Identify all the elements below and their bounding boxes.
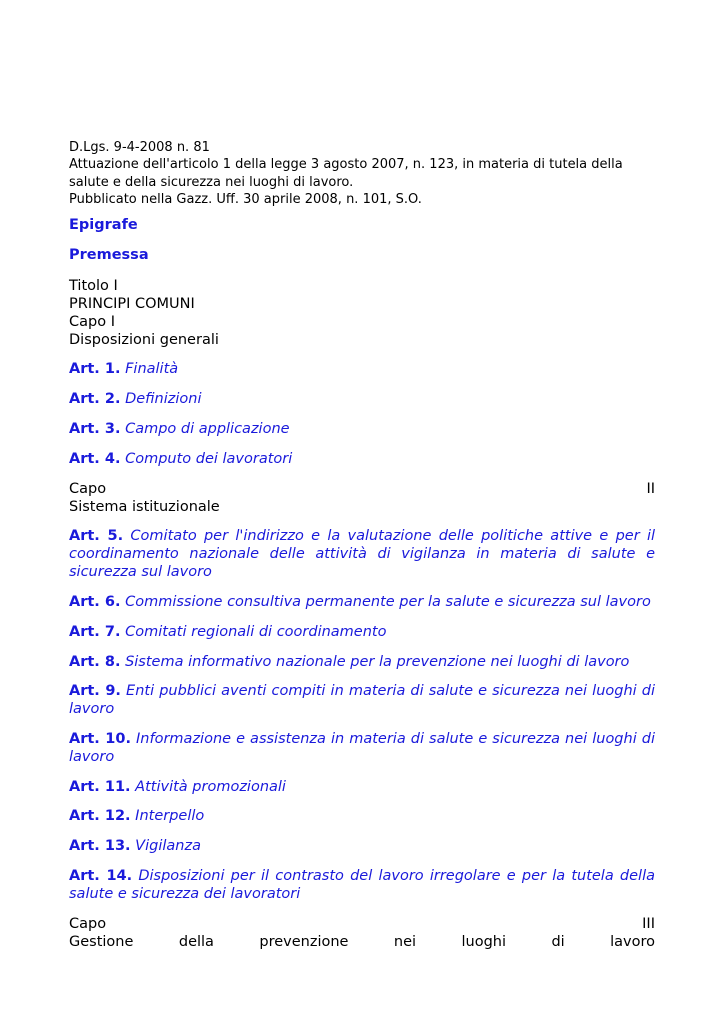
capo-3-name (69, 933, 655, 951)
article-number: Art. 10. (69, 731, 131, 747)
article-title: Commissione consultiva permanente per la salute e sicurezza sul lavoro (125, 594, 651, 610)
article-link[interactable] (69, 837, 655, 855)
article-link[interactable] (69, 390, 655, 408)
article-title: Comitati regionali di coordinamento (125, 624, 387, 640)
article-link[interactable] (69, 778, 655, 796)
article-title: Finalità (125, 361, 179, 377)
premessa-link[interactable]: Premessa (69, 247, 149, 263)
article-number: Art. 3. (69, 421, 121, 437)
capo-3-name-word: nei (393, 934, 417, 950)
capo-3-name-word: prevenzione (259, 934, 349, 950)
article-title: Sistema informativo nazionale per la prevenzione nei luoghi di lavoro (125, 654, 630, 670)
article-number: Art. 12. (69, 808, 131, 824)
article-number: Art. 8. (69, 654, 121, 670)
article-title: Computo dei lavoratori (125, 451, 293, 467)
article-link[interactable] (69, 420, 655, 438)
article-number: Art. 4. (69, 451, 121, 467)
article-title: Disposizioni per il contrasto del lavoro irregolare e per la tutela della salute e sicurezza dei lavoratori (69, 868, 655, 902)
article-number: Art. 6. (69, 594, 121, 610)
titolo-name: PRINCIPI COMUNI (69, 296, 195, 312)
capo-3-numeral: III (642, 916, 655, 932)
article-number: Art. 5. (69, 528, 124, 544)
article-link[interactable] (69, 682, 655, 718)
publication-note: Pubblicato nella Gazz. Uff. 30 aprile 2008, n. 101, S.O. (69, 192, 422, 208)
epigrafe-link[interactable]: Epigrafe (69, 217, 138, 233)
document-header (69, 139, 655, 209)
capo-2-label: Capo (69, 481, 107, 497)
article-link[interactable] (69, 360, 655, 378)
titolo-block (69, 277, 655, 349)
article-title: Interpello (135, 808, 205, 824)
capo-3-name-word: Gestione (69, 934, 134, 950)
article-title: Campo di applicazione (125, 421, 290, 437)
article-number: Art. 13. (69, 838, 131, 854)
article-link[interactable] (69, 623, 655, 641)
article-title: Informazione e assistenza in materia di salute e sicurezza nei luoghi di lavoro (69, 731, 656, 765)
article-title: Comitato per l'indirizzo e la valutazione delle politiche attive e per il coordinamento nazionale delle attività di vigilanza in materia di salute e sicurezza sul lavoro (69, 528, 655, 580)
capo-3-name-word: di (551, 934, 565, 950)
article-title: Enti pubblici aventi compiti in materia di salute e sicurezza nei luoghi di lavoro (69, 683, 655, 717)
decree-reference: D.Lgs. 9-4-2008 n. 81 (69, 140, 210, 155)
titolo-label: Titolo I (69, 278, 118, 294)
article-number: Art. 1. (69, 361, 121, 377)
article-number: Art. 14. (69, 868, 133, 884)
capo-3-name-word: della (178, 934, 214, 950)
article-title: Definizioni (125, 391, 202, 407)
capo-1-name: Disposizioni generali (69, 332, 219, 348)
article-link[interactable] (69, 593, 655, 611)
capo-3-block (69, 915, 655, 951)
capo-2-block (69, 480, 655, 516)
capo-3-name-word: luoghi (461, 934, 506, 950)
article-link[interactable] (69, 807, 655, 825)
article-number: Art. 7. (69, 624, 121, 640)
capo-2-name: Sistema istituzionale (69, 499, 220, 515)
capo-3-name-word: lavoro (610, 934, 655, 950)
decree-subject-line-1: Attuazione dell'articolo 1 della legge 3 agosto 2007, n. 123, in materia di tutela della (69, 157, 623, 173)
capo-3-label: Capo (69, 916, 107, 932)
article-link[interactable] (69, 867, 655, 903)
article-link[interactable] (69, 730, 655, 766)
article-title: Attività promozionali (135, 779, 286, 795)
capo-1-label: Capo I (69, 314, 115, 330)
decree-subject-line-2: salute e della sicurezza nei luoghi di lavoro. (69, 174, 354, 190)
article-link[interactable] (69, 653, 655, 671)
article-number: Art. 11. (69, 779, 131, 795)
article-link[interactable] (69, 527, 655, 581)
article-number: Art. 9. (69, 683, 121, 699)
article-number: Art. 2. (69, 391, 121, 407)
article-title: Vigilanza (135, 838, 201, 854)
article-link[interactable] (69, 450, 655, 468)
capo-2-numeral: II (646, 481, 655, 497)
